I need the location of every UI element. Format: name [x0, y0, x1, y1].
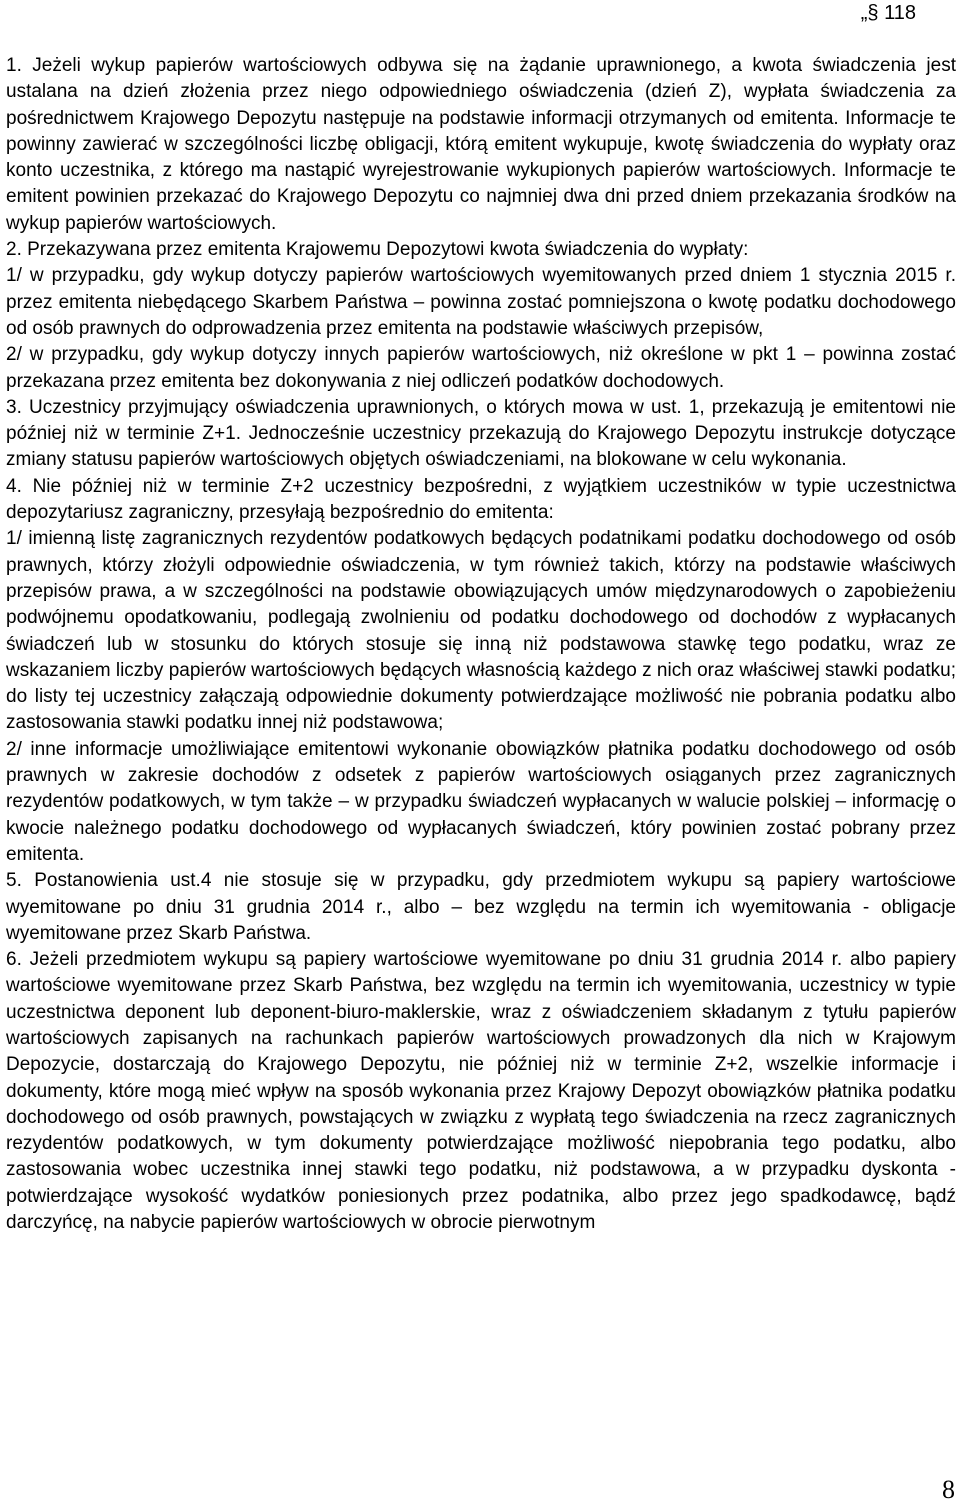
document-body — [6, 53, 956, 1236]
paragraph-3: 3. Uczestnicy przyjmujący oświadczenia uprawnionych, o których mowa w ust. 1, przekazują je emitentowi nie później niż w terminie Z+1. Jednocześnie uczestnicy przekazują do Krajowego Depozytu instrukcje dotyczące zmiany statusu papierów wartościowych objętych oświadczeniami, na blokowane w celu wykonania. — [6, 396, 956, 471]
paragraph-2-point-1: 1/ w przypadku, gdy wykup dotyczy papierów wartościowych wyemitowanych przed dniem 1 stycznia 2015 r. przez emitenta niebędącego Skarbem Państwa – powinna zostać pomniejszona o kwotę podatku dochodowego od osób prawnych do odprowadzenia przez emitenta na podstawie właściwych przepisów, — [6, 265, 956, 339]
paragraph-4: 4. Nie później niż w terminie Z+2 uczestnicy bezpośredni, z wyjątkiem uczestników w typie uczestnictwa depozytariusz zagraniczny, przesyłają bezpośrednio do emitenta: — [6, 475, 956, 524]
paragraph-1: 1. Jeżeli wykup papierów wartościowych odbywa się na żądanie uprawnionego, a kwota świadczenia jest ustalana na dzień złożenia przez niego odpowiedniego oświadczenia (dzień Z), wypłata świadczenia za pośrednictwem Krajowego Depozytu następuje na podstawie informacji otrzymanych od emitenta. Informacje te powinny zawierać w szczególności liczbę obligacji, którą emitent wykupuje, kwotę świadczenia do wypłaty oraz konto uczestnika, z którego ma nastąpić wyrejestrowanie wykupionych papierów wartościowych. Informacje te emitent powinien przekazać do Krajowego Depozytu co najmniej dwa dni przed dniem przekazania środków na wykup papierów wartościowych. — [6, 55, 956, 234]
paragraph-6: 6. Jeżeli przedmiotem wykupu są papiery wartościowe wyemitowane po dniu 31 grudnia 2014 r. albo papiery wartościowe wyemitowane przez Skarb Państwa, bez względu na termin ich wyemitowania, uczestnicy w typie uczestnictwa deponent lub deponent-biuro-maklerskie, wraz z oświadczeniem składanym z tytułu papierów wartościowych zapisanych na rachunkach papierów wartościowych prowadzonych dla nich w Krajowym Depozycie, dostarczają do Krajowego Depozytu, nie później niż w terminie Z+2, wszelkie informacje i dokumenty, które mogą mieć wpływ na sposób wykonania przez Krajowy Depozyt obowiązków płatnika podatku dochodowego od osób prawnych, powstających w związku z wypłatą tego świadczenia na rzecz zagranicznych rezydentów podatkowych, w tym dokumenty potwierdzające możliwość niepobrania tego podatku, albo zastosowania wobec uczestnika innej stawki tego podatku, niż podstawowa, a w przypadku dyskonta - potwierdzające wysokość wydatków poniesionych przez podatnika, albo przez jego spadkodawcę, bądź darczyńcę, na nabycie papierów wartościowych w obrocie pierwotnym — [6, 949, 956, 1234]
paragraph-2: 2. Przekazywana przez emitenta Krajowemu Depozytowi kwota świadczenia do wypłaty: — [6, 239, 749, 261]
page-number: 8 — [942, 1475, 955, 1504]
section-heading: „§ 118 — [860, 2, 916, 24]
paragraph-5: 5. Postanowienia ust.4 nie stosuje się w przypadku, gdy przedmiotem wykupu są papiery wartościowe wyemitowane po dniu 31 grudnia 2014 r., albo – bez względu na termin ich wyemitowania - obligacje wyemitowane przez Skarb Państwa. — [6, 870, 956, 944]
paragraph-4-point-2: 2/ inne informacje umożliwiające emitentowi wykonanie obowiązków płatnika podatku dochodowego od osób prawnych w zakresie dochodów z odsetek z papierów wartościowych osiąganych przez zagranicznych rezydentów podatkowych, w tym także – w przypadku świadczeń wypłacanych w walucie polskiej – informację o kwocie należnego podatku dochodowego od wypłacanych świadczeń, który powinien zostać pobrany przez emitenta. — [6, 738, 956, 865]
paragraph-2-point-2: 2/ w przypadku, gdy wykup dotyczy innych papierów wartościowych, niż określone w pkt 1 – powinna zostać przekazana przez emitenta bez dokonywania z niej odliczeń podatków dochodowych. — [6, 344, 956, 392]
paragraph-4-point-1: 1/ imienną listę zagranicznych rezydentów podatkowych będących podatnikami podatku dochodowego od osób prawnych, którzy złożyli odpowiednie oświadczenia, w tym również takich, którzy na podstawie właściwych przepisów prawa, a w szczególności na podstawie obowiązujących umów międzynarodowych o zapobieżeniu podwójnemu opodatkowaniu, podlegają zwolnieniu od podatku dochodowego od dochodów z wypłacanych świadczeń lub w stosunku do których stosuje się inną niż podstawowa stawkę tego podatku, wraz ze wskazaniem liczby papierów wartościowych będących własnością każdego z nich oraz właściwej stawki podatku; do listy tej uczestnicy załączają odpowiednie dokumenty potwierdzające możliwość nie pobrania podatku albo zastosowania stawki podatku innej niż podstawowa; — [6, 528, 956, 734]
